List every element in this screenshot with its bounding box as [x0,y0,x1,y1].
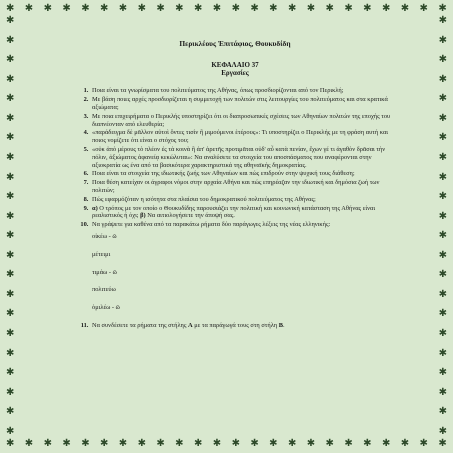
border-ornament-icon: ✱ [438,367,447,379]
border-ornament-icon: ✱ [6,132,15,144]
border-ornament-icon: ✱ [438,151,447,163]
border-ornament-icon: ✱ [438,54,447,66]
question-text: Ποια είναι τα στοιχεία της ιδιωτικής ζωής των Αθηναίων και πώς επιδρούν στην ψυχική τους διάθεση; [92,170,355,178]
border-ornament-icon: ✱ [419,3,428,14]
border-ornament-icon: ✱ [381,438,391,449]
border-ornament-icon: ✱ [269,3,278,14]
question-text: Με βάση ποιες αρχές προσδιορίζεται η συμμετοχή των πολιτών στις λειτουργίες του πολιτεύματος και στα κρατικά αξιώματα; [92,96,388,111]
border-ornament-icon: ✱ [62,438,71,449]
border-ornament-icon: ✱ [212,438,222,449]
border-ornament-icon: ✱ [175,3,184,14]
decorative-border-bottom [0,439,453,449]
border-ornament-icon: ✱ [175,438,184,449]
verb-item: πολιτεύω [92,286,116,294]
border-ornament-icon: ✱ [6,3,15,14]
border-ornament-icon: ✱ [6,151,15,163]
border-ornament-icon: ✱ [137,438,146,449]
border-ornament-icon: ✱ [156,3,165,14]
border-ornament-icon: ✱ [99,438,109,449]
border-ornament-icon: ✱ [363,3,372,14]
column-b-label: Β [278,321,283,329]
border-ornament-icon: ✱ [438,73,447,85]
border-ornament-icon: ✱ [287,438,297,449]
question-text: «παράδειγμα δὲ μᾶλλον αὐτοὶ ὄντες τισὶν ἢ μιμούμενοι ἑτέρους»: Τι υποστηρίζει ο Περικλής με τη φράση αυτή και ποιος νομίζετε ότι είναι ο στόχος του; [92,129,389,145]
border-ornament-icon: ✱ [6,425,15,437]
verb-item: τιμάω - ῶ [92,268,117,276]
border-ornament-icon: ✱ [381,3,391,14]
border-ornament-icon: ✱ [438,249,447,261]
border-ornament-icon: ✱ [6,34,15,46]
question-text: Να γράψετε για καθένα από τα παρακάτω ρήματα δύο παράγωγες λέξεις της νέας ελληνικής: [92,221,331,229]
question-list [70,87,400,329]
border-ornament-icon: ✱ [193,438,203,449]
border-ornament-icon: ✱ [438,328,447,339]
border-ornament-icon: ✱ [250,438,259,449]
question-text: . [282,321,285,329]
decorative-border-left [6,16,14,437]
border-ornament-icon: ✱ [6,367,15,379]
border-ornament-icon: ✱ [6,54,15,66]
verb-item: ὁμιλέω - ῶ [92,304,120,312]
question-3 [90,113,400,129]
border-ornament-icon: ✱ [287,3,297,14]
border-ornament-icon: ✱ [438,132,447,144]
question-2 [90,96,400,112]
decorative-border-right [439,16,447,437]
part-b-text: Να αιτιολογήσετε την άποψή σας. [145,212,235,220]
border-ornament-icon: ✱ [438,15,447,26]
border-ornament-icon: ✱ [6,386,15,398]
border-ornament-icon: ✱ [6,249,15,261]
question-1 [90,87,400,95]
border-ornament-icon: ✱ [99,3,109,14]
chapter-heading: ΚΕΦΑΛΑΙΟ 37 [211,60,259,69]
border-ornament-icon: ✱ [325,438,334,449]
border-ornament-icon: ✱ [438,93,447,105]
question-text: Πώς εφαρμόζόταν η ισότητα στα πλαίσια του δημοκρατικού πολιτεύματος της Αθήνας; [92,195,316,203]
border-ornament-icon: ✱ [438,230,447,242]
border-ornament-icon: ✱ [438,347,447,359]
border-ornament-icon: ✱ [212,3,222,14]
question-5 [90,146,400,169]
question-text: Να συνδέσετε τα ρήματα της στήλης [92,321,188,329]
border-ornament-icon: ✱ [6,191,15,203]
question-8 [90,196,400,204]
question-text: Με ποια επιχειρήματα ο Περικλής υποστηρίζει ότι οι διαπροσωπικές σχέσεις των Αθηναίων πολιτών της εποχής του διαπνέονταν από ελευθερία; [92,112,391,128]
document-title: Περικλέους Ἐπιτάφιος, Θουκυδίδη [179,39,291,48]
border-ornament-icon: ✱ [269,438,278,449]
question-text: με τα παράγωγά τους στη στήλη [192,321,279,329]
border-ornament-icon: ✱ [438,406,447,418]
border-ornament-icon: ✱ [24,438,34,449]
border-ornament-icon: ✱ [137,3,146,14]
border-ornament-icon: ✱ [438,438,447,449]
question-10 [90,221,400,312]
border-ornament-icon: ✱ [438,425,447,437]
border-ornament-icon: ✱ [438,386,447,398]
border-ornament-icon: ✱ [118,438,128,449]
border-ornament-icon: ✱ [325,3,334,14]
column-a-label: Α [187,321,193,329]
border-ornament-icon: ✱ [306,3,316,14]
border-ornament-icon: ✱ [400,3,410,14]
document-content [70,40,400,331]
border-ornament-icon: ✱ [6,112,15,124]
border-ornament-icon: ✱ [231,3,240,14]
question-4 [90,129,400,145]
part-a-label: α) [92,204,98,212]
verb-item: μέτειμι [92,250,111,258]
border-ornament-icon: ✱ [344,3,353,14]
border-ornament-icon: ✱ [6,171,15,183]
question-text: Ποια θέση κατείχαν οι άγραφοι νόμοι στην αρχαία Αθήνα και πώς επηρέαζαν την ιδιωτική και δημόσια ζωή των πολιτών; [92,179,380,194]
border-ornament-icon: ✱ [6,438,15,449]
border-ornament-icon: ✱ [81,438,90,449]
border-ornament-icon: ✱ [62,3,71,14]
border-ornament-icon: ✱ [6,210,15,222]
question-text: «οὐκ ἀπὸ μέρους τὸ πλέον ἐς τὰ κοινὰ ἢ ἀπ' ἀρετῆς προτιμᾶται οὐδ' αὖ κατὰ πενίαν, ἔχων γέ τι ἀγαθὸν δρᾶσαι τὴν πόλιν, ἀξιώματος ἀφανείᾳ κεκώλυται»: Να αναλύσετε τα στοιχεία του αποσπάσματος που αναφέρονται στην αξιοκρατία ως ένα από τα βασικότερα χαρακτηριστικά της αθηναϊκής δημοκρατίας. [92,145,386,169]
border-ornament-icon: ✱ [118,3,128,14]
border-ornament-icon: ✱ [193,3,203,14]
border-ornament-icon: ✱ [6,328,15,339]
border-ornament-icon: ✱ [438,191,447,203]
verb-list [92,233,400,312]
border-ornament-icon: ✱ [363,438,372,449]
question-7 [90,179,400,195]
border-ornament-icon: ✱ [6,15,15,26]
border-ornament-icon: ✱ [81,3,90,14]
question-9 [90,205,400,221]
border-ornament-icon: ✱ [306,438,316,449]
border-ornament-icon: ✱ [438,210,447,222]
section-subtitle: Εργασίες [221,68,249,77]
border-ornament-icon: ✱ [6,269,15,281]
border-ornament-icon: ✱ [438,308,447,320]
part-a-text: Ο τρόπος με τον οποίο ο Θουκυδίδης παρουσιάζει την πολιτική και κοινωνική κατάσταση της Αθήνας είναι ρεαλιστικός ή όχι; [92,204,376,220]
border-ornament-icon: ✱ [6,93,15,105]
border-ornament-icon: ✱ [6,406,15,418]
border-ornament-icon: ✱ [6,230,15,242]
border-ornament-icon: ✱ [156,438,165,449]
border-ornament-icon: ✱ [344,438,353,449]
border-ornament-icon: ✱ [250,3,259,14]
question-11 [90,322,400,330]
border-ornament-icon: ✱ [438,269,447,281]
border-ornament-icon: ✱ [400,438,410,449]
verb-item: οἰκέω - ῶ [92,232,117,240]
border-ornament-icon: ✱ [6,308,15,320]
question-text: Ποια είναι τα γνωρίσματα του πολιτεύματος της Αθήνας, όπως προσδιορίζονται από τον Περικλή; [92,87,344,95]
border-ornament-icon: ✱ [6,73,15,85]
border-ornament-icon: ✱ [438,3,447,14]
border-ornament-icon: ✱ [43,438,52,449]
border-ornament-icon: ✱ [438,34,447,46]
border-ornament-icon: ✱ [438,288,447,300]
border-ornament-icon: ✱ [24,3,34,14]
border-ornament-icon: ✱ [231,438,240,449]
border-ornament-icon: ✱ [6,347,15,359]
part-b-label: β) [140,212,146,220]
border-ornament-icon: ✱ [419,438,428,449]
question-6 [90,170,400,178]
decorative-border-top [0,4,453,14]
border-ornament-icon: ✱ [438,171,447,183]
border-ornament-icon: ✱ [6,288,15,300]
border-ornament-icon: ✱ [438,112,447,124]
border-ornament-icon: ✱ [43,3,52,14]
